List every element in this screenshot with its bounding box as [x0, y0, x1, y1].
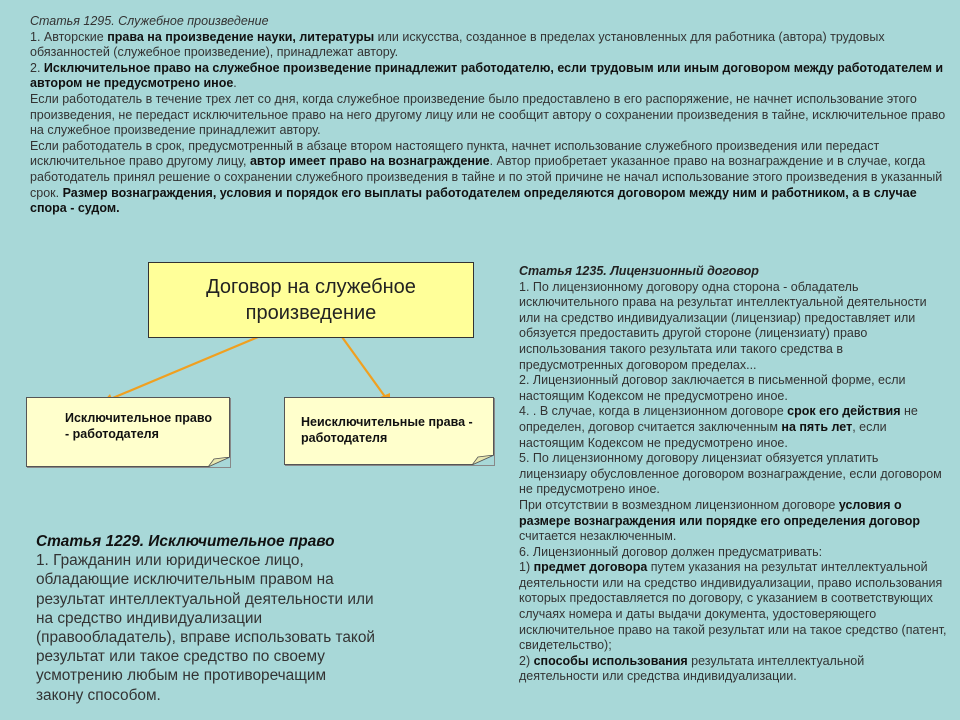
- article-1235-p5: 5. По лицензионному договору лицензиат обязуется уплатить лицензиару обусловленное договором вознаграждение, если договором не предусмотрено иное.: [519, 451, 942, 497]
- page-fold-icon: [472, 455, 494, 465]
- text-span: 1. Авторские: [30, 29, 108, 44]
- text-span: считается незаключенным.: [519, 529, 677, 544]
- article-1229: [36, 532, 376, 705]
- bold-span: условия о размере вознаграждения или порядке его определения договор: [519, 497, 921, 528]
- article-1235-p6-2: [519, 654, 947, 685]
- text-span: При отсутствии в возмездном лицензионном договоре: [519, 497, 839, 512]
- bold-span: предмет договора: [533, 560, 648, 575]
- contract-box-title: Договор на служебное произведение: [206, 276, 416, 324]
- text-span: результата интеллектуальной деятельности или средства индивидуализации.: [519, 653, 865, 684]
- bold-span: права на произведение науки, литературы: [107, 29, 375, 44]
- arrow-to-exclusive: [108, 337, 258, 400]
- page-fold-icon: [208, 457, 230, 467]
- text-span: 2.: [30, 60, 44, 75]
- article-1235-p4: [519, 404, 947, 451]
- article-1295-title: Статья 1295. Служебное произведение: [30, 14, 269, 28]
- arrow-to-nonexclusive: [342, 337, 386, 398]
- bold-span: Исключительное право на служебное произведение принадлежит работодателю, если трудовым или иным договором между работодателем и автором не предусмотрено иное: [30, 60, 944, 91]
- article-1235-p6-1: [519, 560, 947, 654]
- text-span: .: [233, 76, 237, 91]
- note-nonexclusive-rights: [284, 397, 494, 465]
- article-1229-p1: 1. Гражданин или юридическое лицо, обладающие исключительным правом на результат интеллектуальной деятельности или на средство индивидуализации (правообладатель), вправе использовать такой результат или такое средство по своему усмотрению любым не противоречащим закону способом.: [36, 552, 375, 704]
- note-exclusive-right: [26, 397, 230, 467]
- note-nonexclusive-text: Неисключительные права - работодателя: [301, 415, 473, 445]
- bold-span: Размер вознаграждения, условия и порядок его выплаты работодателем определяются договором между ним и работником, а в случае спора - судом.: [30, 185, 917, 216]
- text-span: Если работодатель в срок, предусмотренный в абзаце втором настоящего пункта, начнет использование служебного произведения или передаст исключительное право другому лицу,: [30, 138, 880, 169]
- text-span: или искусства, созданное в пределах установленных для работника (автора) трудовых обязанностей (служебное произведение), принадлежат автору.: [30, 29, 885, 60]
- note-exclusive-text: Исключительное право - работодателя: [65, 411, 213, 441]
- article-1295-p3: Если работодатель в течение трех лет со дня, когда служебное произведение было предоставлено в его распоряжение, не начнет использование этого произведения, не передаст исключительное право на него другому лицу или не сообщит автору о сохранении произведения в тайне, исключительное право на служебное произведение принадлежит автору.: [30, 91, 946, 138]
- text-span: . Автор приобретает указанное право на вознаграждение и в случае, когда работодатель принял решение о сохранении служебного произведения в тайне и по этой причине не начал использование этого произведения в указанный срок.: [30, 154, 943, 200]
- text-span: 1): [519, 560, 534, 575]
- text-span: не определен, договор считается заключенным: [519, 404, 918, 434]
- article-1235: [519, 264, 947, 685]
- article-1235-title: Статья 1235. Лицензионный договор: [519, 264, 759, 278]
- contract-box: [148, 262, 474, 338]
- bold-span: на пять лет: [781, 419, 853, 434]
- bold-span: автор имеет право на вознаграждение: [249, 154, 490, 169]
- text-span: 4. . В случае, когда в лицензионном договоре: [519, 404, 788, 419]
- bold-span: срок его действия: [787, 404, 901, 419]
- article-1235-p6: 6. Лицензионный договор должен предусматривать:: [519, 544, 823, 559]
- article-1235-p1: 1. По лицензионному договору одна сторона - обладатель исключительного права на результат интеллектуальной деятельности или на средство индивидуализации (лицензиар) предоставляет или обязуется предоставить другой стороне (лицензиату) право использования такого результата или такого средства в предусмотренных договором пределах...: [519, 279, 927, 372]
- article-1235-p5b: [519, 498, 947, 545]
- article-1229-title: Статья 1229. Исключительное право: [36, 533, 335, 550]
- text-span: , если настоящим Кодексом не предусмотрено иное.: [519, 419, 887, 450]
- article-1235-p2: 2. Лицензионный договор заключается в письменной форме, если настоящим Кодексом не предусмотрено иное.: [519, 373, 906, 403]
- text-span: 2): [519, 653, 534, 668]
- text-span: путем указания на результат интеллектуальной деятельности или на средство индивидуализации, право использования которых предоставляется по договору, с указанием в соответствующих случаях номера и даты выдачи документа, удостоверяющего исключительное право на такой результат или на такое средство (патент, свидетельство);: [519, 560, 947, 653]
- bold-span: способы использования: [533, 653, 688, 668]
